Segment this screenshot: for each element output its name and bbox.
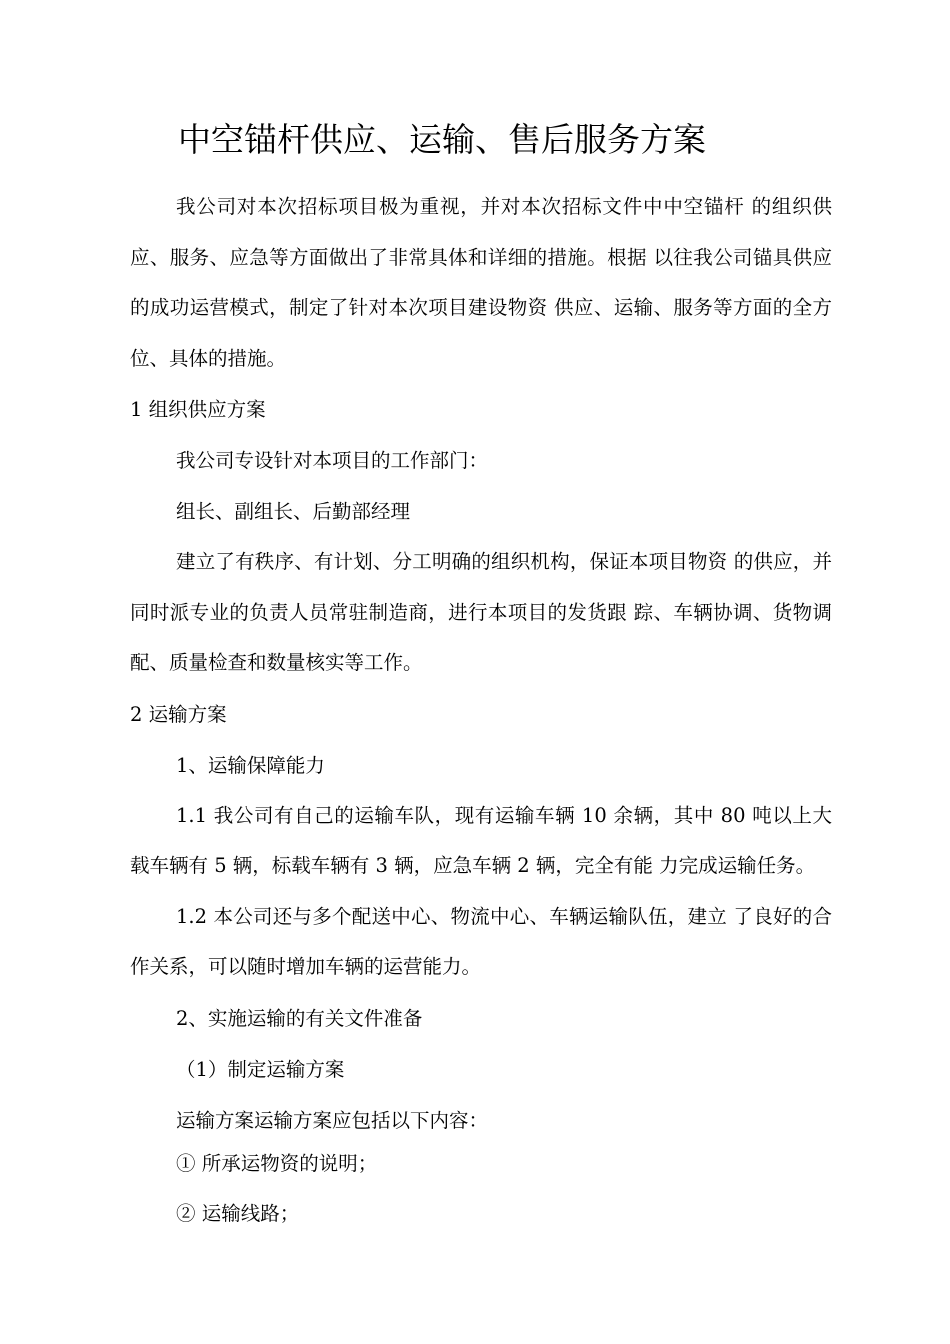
intro-paragraph: 我公司对本次招标项目极为重视，并对本次招标文件中中空锚杆 的组织供应、服务、应急等方面做出了非常具体和详细的措施。根据 以往我公司锚具供应的成功运营模式，制定了针对本次项目建设物资 供应、运输、服务等方面的全方位、具体的措施。: [130, 195, 832, 370]
section2-paragraph-1-1: 1.1 我公司有自己的运输车队，现有运输车辆 10 余辆，其中 80 吨以上大载车辆有 5 辆，标载车辆有 3 辆，应急车辆 2 辆，完全有能 力完成运输任务。: [130, 803, 832, 877]
section2-paragraph-1-2: 1.2 本公司还与多个配送中心、物流中心、车辆运输队伍，建立 了良好的合作关系，可以随时增加车辆的运营能力。: [130, 904, 832, 978]
plan-intro-line: 运输方案运输方案应包括以下内容：: [176, 1108, 489, 1132]
plan-list-item-1: ① 所承运物资的说明；: [176, 1151, 378, 1175]
section2-subheading-capacity: 1、运输保障能力: [176, 753, 325, 777]
document-title: 中空锚杆供应、运输、售后服务方案: [178, 120, 706, 159]
section2-heading: 2 运输方案: [130, 702, 227, 726]
document-body: [130, 182, 832, 1245]
section1-paragraph-organization: 建立了有秩序、有计划、分工明确的组织机构，保证本项目物资 的供应，并同时派专业的负责人员常驻制造商，进行本项目的发货跟 踪、车辆协调、货物调配、质量检查和数量核实等工作。: [130, 550, 832, 674]
section1-heading: 1 组织供应方案: [130, 398, 266, 421]
section1-paragraph-roles: 组长、副组长、后勤部经理: [176, 500, 411, 523]
section2-item-plan: （1）制定运输方案: [176, 1057, 345, 1081]
plan-list-item-2: ② 运输线路；: [176, 1201, 300, 1225]
section1-paragraph-dept: 我公司专设针对本项目的工作部门：: [176, 449, 489, 472]
section2-subheading-documents: 2、实施运输的有关文件准备: [176, 1006, 423, 1030]
